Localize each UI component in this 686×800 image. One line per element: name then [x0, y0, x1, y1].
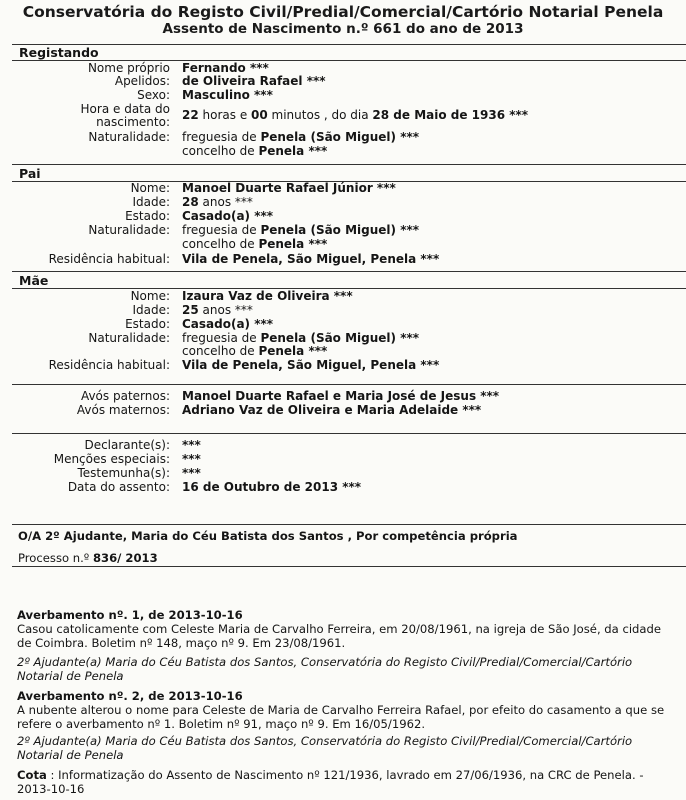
annotation-1-text: Casou catolicamente com Celeste Maria de Carvalho Ferreira, em 20/08/1961, na igreja de São José, da cidade de Coimbra. Boletim nº 148, maço nº 9. Em 23/08/1961. [17, 622, 662, 650]
field-value-hora-data: 22 horas e 00 minutos , do dia 28 de Maio de 1936 *** [182, 108, 529, 122]
annotation-1-signature: 2º Ajudante(a) Maria do Céu Batista dos Santos, Conservatória do Registo Civil/Predial/Comercial/Cartório Notarial de Penela [17, 655, 633, 683]
office-title: Conservatória do Registo Civil/Predial/Comercial/Cartório Notarial Penela [22, 3, 664, 21]
field-label: Sexo: [137, 88, 170, 102]
divider [12, 384, 686, 385]
field-label: Nome próprio [87, 61, 170, 75]
field-label: nascimento: [96, 115, 170, 129]
field-value-concelho-mae: concelho de Penela *** [182, 344, 328, 358]
field-label: Idade: [132, 303, 170, 317]
field-value-sexo: Masculino *** [182, 88, 273, 102]
field-value-concelho-pai: concelho de Penela *** [182, 237, 328, 251]
annotation-2-text: A nubente alterou o nome para Celeste de Maria de Carvalho Ferreira Rafael, por efeito do casamento a que se refere o averbamento nº 1. Boletim nº 91, maço nº 9. Em 16/05/1962. [17, 703, 665, 731]
field-value-estado-mae: Casado(a) *** [182, 317, 274, 331]
field-value-concelho: concelho de Penela *** [182, 144, 328, 158]
field-label: Residência habitual: [48, 252, 170, 266]
field-label: Hora e data do [80, 102, 170, 116]
cota-note: Cota : Informatização do Assento de Nascimento nº 121/1936, lavrado em 27/06/1936, na CRC de Penela. - 2013-10-16 [17, 768, 644, 796]
field-value-idade-pai: 28 anos *** [182, 195, 253, 209]
divider [12, 44, 686, 45]
section-title-mae: Mãe [19, 273, 49, 288]
field-value-nome: Fernando *** [182, 61, 269, 75]
field-label: Nome: [130, 289, 170, 303]
section-title-pai: Pai [19, 166, 41, 181]
field-label: Data do assento: [67, 480, 170, 494]
field-value-freguesia-pai: freguesia de Penela (São Miguel) *** [182, 223, 420, 237]
divider [12, 524, 686, 525]
field-label: Avós paternos: [80, 389, 170, 403]
annotation-1-title: Averbamento nº. 1, de 2013-10-16 [17, 608, 243, 622]
field-value-nome-mae: Izaura Vaz de Oliveira *** [182, 289, 353, 303]
section-title-registando: Registando [19, 45, 99, 60]
field-label: Estado: [125, 317, 170, 331]
field-value-avos-paternos: Manoel Duarte Rafael e Maria José de Jesus *** [182, 389, 500, 403]
divider [12, 566, 686, 567]
annotation-2-signature: 2º Ajudante(a) Maria do Céu Batista dos Santos, Conservatória do Registo Civil/Predial/Comercial/Cartório Notarial de Penela [17, 734, 633, 762]
divider [12, 433, 686, 434]
divider [12, 164, 686, 165]
field-value-estado-pai: Casado(a) *** [182, 209, 274, 223]
field-label: Residência habitual: [48, 358, 170, 372]
field-label: Menções especiais: [53, 452, 170, 466]
field-value-data-assento: 16 de Outubro de 2013 *** [182, 480, 362, 494]
field-value-apelidos: de Oliveira Rafael *** [182, 74, 326, 88]
process-number: Processo n.º 836/ 2013 [18, 551, 158, 565]
officer-line: O/A 2º Ajudante, Maria do Céu Batista dos Santos , Por competência própria [18, 529, 518, 543]
field-value-declarante: *** [182, 438, 201, 452]
field-value-residencia-pai: Vila de Penela, São Miguel, Penela *** [182, 252, 440, 266]
field-value-nome-pai: Manoel Duarte Rafael Júnior *** [182, 181, 396, 195]
field-label: Testemunha(s): [77, 466, 170, 480]
field-value-mencoes: *** [182, 452, 201, 466]
field-value-residencia-mae: Vila de Penela, São Miguel, Penela *** [182, 358, 440, 372]
field-label: Naturalidade: [88, 130, 170, 144]
field-label: Naturalidade: [88, 223, 170, 237]
field-label: Idade: [132, 195, 170, 209]
field-label: Apelidos: [114, 74, 170, 88]
field-value-idade-mae: 25 anos *** [182, 303, 253, 317]
field-label: Estado: [125, 209, 170, 223]
field-label: Avós maternos: [76, 403, 170, 417]
field-value-freguesia: freguesia de Penela (São Miguel) *** [182, 130, 420, 144]
field-label: Naturalidade: [88, 331, 170, 345]
divider [12, 271, 686, 272]
field-label: Declarante(s): [84, 438, 170, 452]
field-value-avos-maternos: Adriano Vaz de Oliveira e Maria Adelaide *** [182, 403, 482, 417]
field-label: Nome: [130, 181, 170, 195]
field-value-testemunha: *** [182, 466, 201, 480]
annotation-2-title: Averbamento nº. 2, de 2013-10-16 [17, 689, 243, 703]
field-value-freguesia-mae: freguesia de Penela (São Miguel) *** [182, 331, 420, 345]
record-subtitle: Assento de Nascimento n.º 661 do ano de 2013 [162, 21, 524, 37]
